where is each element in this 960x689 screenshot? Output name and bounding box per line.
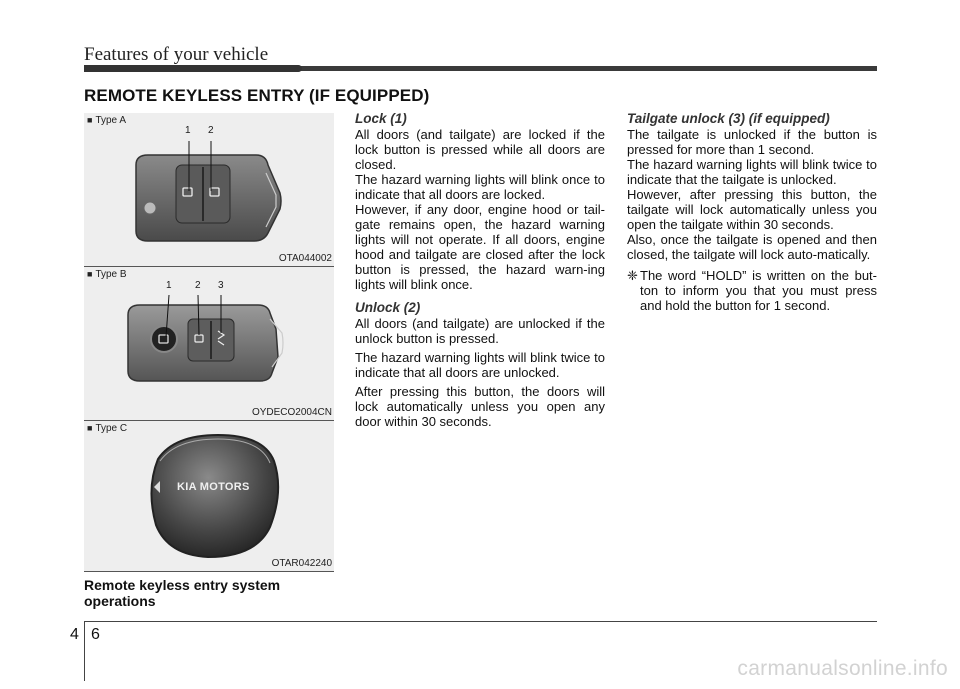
unlock-paragraph: The hazard warning lights will blink twice to indicate that all doors are unlocked.	[355, 350, 605, 380]
lock-paragraph: All doors (and tailgate) are locked if the lock button is pressed while all doors are closed.	[355, 127, 605, 172]
page-header-title: Features of your vehicle	[84, 44, 269, 65]
tailgate-paragraph: The hazard warning lights will blink twice to indicate that the tailgate is unlocked.	[627, 157, 877, 187]
kia-motors-logo: KIA MOTORS	[177, 481, 250, 493]
lock-paragraph: However, if any door, engine hood or tail-gate remains open, the hazard warning lights will not operate. If all doors, engine hood and tailgate are closed after the lock button is pressed, the hazard warn-ing lights will blink once.	[355, 202, 605, 292]
callout-1: 1	[185, 125, 191, 136]
footer-rule	[84, 621, 877, 622]
figure-code: OYDECO2004CN	[251, 407, 332, 418]
figure-divider	[84, 571, 334, 572]
header-rule	[84, 66, 877, 71]
callout-1: 1	[166, 280, 172, 291]
figure-code: OTA044002	[278, 253, 332, 264]
unlock-paragraph: After pressing this button, the doors will lock automatically unless you open any door within 30 seconds.	[355, 384, 605, 429]
tailgate-paragraph: The tailgate is unlocked if the button is pressed for more than 1 second.	[627, 127, 877, 157]
figure-type-c-label: ■ Type C	[87, 423, 128, 434]
lock-heading: Lock (1)	[355, 111, 407, 126]
tailgate-paragraph: However, after pressing this button, the tailgate will lock automatically unless you open the tailgate within 30 seconds.	[627, 187, 877, 232]
hold-note	[627, 268, 877, 313]
text-column-1	[355, 111, 605, 429]
bullet-square-icon: ■	[87, 115, 93, 125]
callout-2: 2	[208, 125, 214, 136]
bullet-square-icon: ■	[87, 423, 93, 433]
figure-type-b	[84, 267, 334, 420]
figure-type-b-label: ■ Type B	[87, 269, 127, 280]
figure-type-c	[84, 421, 334, 571]
header-rule-accent	[84, 65, 302, 72]
note-marker-icon: ❈	[627, 268, 638, 283]
callout-3: 3	[218, 280, 224, 291]
unlock-paragraph: All doors (and tailgate) are unlocked if the unlock button is pressed.	[355, 316, 605, 346]
key-fob-type-c-image	[84, 421, 334, 571]
figure-type-a	[84, 113, 334, 266]
unlock-heading: Unlock (2)	[355, 300, 421, 315]
figure-type-a-label: ■ Type A	[87, 115, 127, 126]
figure-code: OTAR042240	[271, 558, 332, 569]
watermark: carmanualsonline.info	[737, 657, 948, 680]
note-text: The word “HOLD” is written on the but-ton to inform you that you must press and hold the button for 1 second.	[640, 268, 877, 313]
section-title: REMOTE KEYLESS ENTRY (IF EQUIPPED)	[84, 86, 430, 105]
bullet-square-icon: ■	[87, 269, 93, 279]
page-number: 6	[91, 626, 100, 643]
callout-2: 2	[195, 280, 201, 291]
tailgate-paragraph: Also, once the tailgate is opened and then closed, the tailgate will lock auto-matically.	[627, 232, 877, 262]
page-number-divider	[84, 621, 85, 681]
chapter-number: 4	[70, 626, 79, 643]
key-fob-type-b-image	[84, 267, 334, 420]
lock-paragraph: The hazard warning lights will blink once to indicate that all doors are locked.	[355, 172, 605, 202]
tailgate-heading: Tailgate unlock (3) (if equipped)	[627, 111, 830, 126]
figure-caption: Remote keyless entry system operations	[84, 577, 281, 609]
text-column-2	[627, 111, 877, 313]
